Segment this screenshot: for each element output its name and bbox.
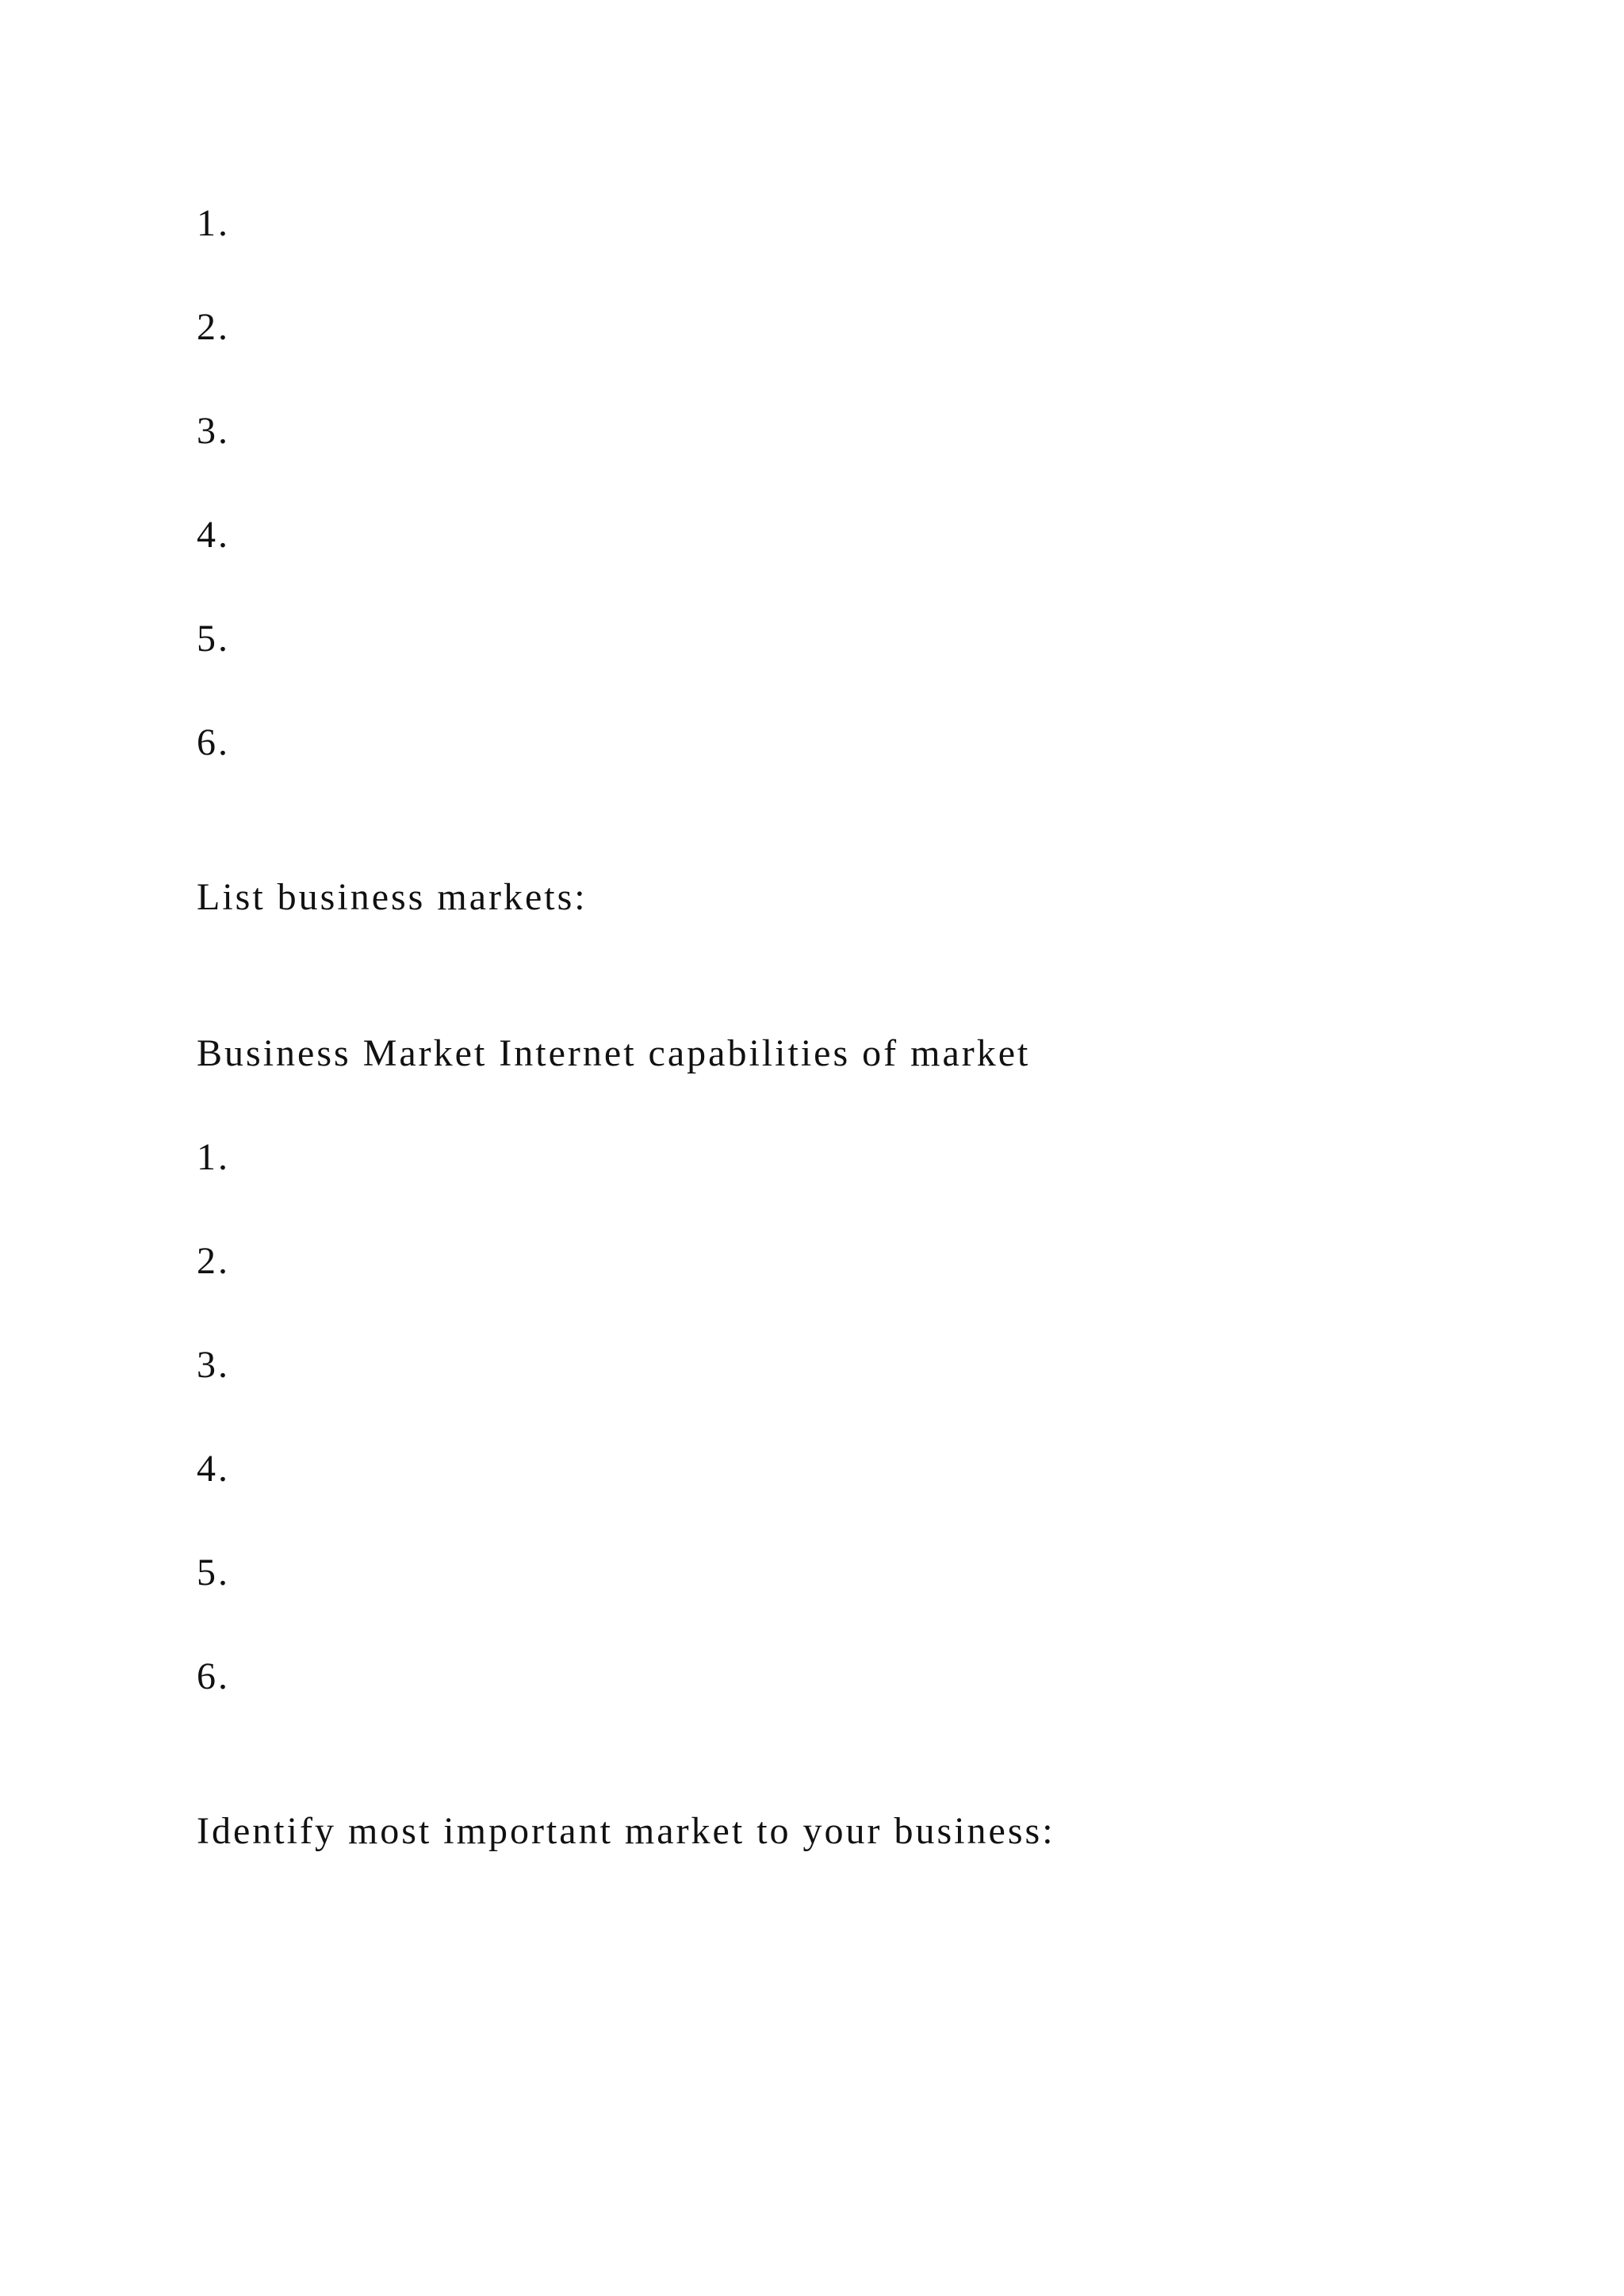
list-two-item-6: 6.: [197, 1655, 230, 1697]
list-one-item-5: 5.: [197, 618, 230, 660]
business-markets-prompt: List business markets:: [197, 876, 588, 918]
list-one-item-1: 1.: [197, 202, 230, 244]
list-one-item-2: 2.: [197, 306, 230, 348]
list-one-item-3: 3.: [197, 410, 230, 452]
list-two-item-1: 1.: [197, 1136, 230, 1178]
list-two-item-3: 3.: [197, 1344, 230, 1386]
list-one-item-6: 6.: [197, 721, 230, 763]
important-market-prompt: Identify most important market to your business:: [197, 1810, 1055, 1852]
business-market-table-header: Business Market Internet capabilities of market: [197, 1032, 1031, 1074]
list-two-item-5: 5.: [197, 1552, 230, 1594]
list-one-item-4: 4.: [197, 514, 230, 556]
list-two-item-2: 2.: [197, 1240, 230, 1282]
list-two-item-4: 4.: [197, 1448, 230, 1490]
